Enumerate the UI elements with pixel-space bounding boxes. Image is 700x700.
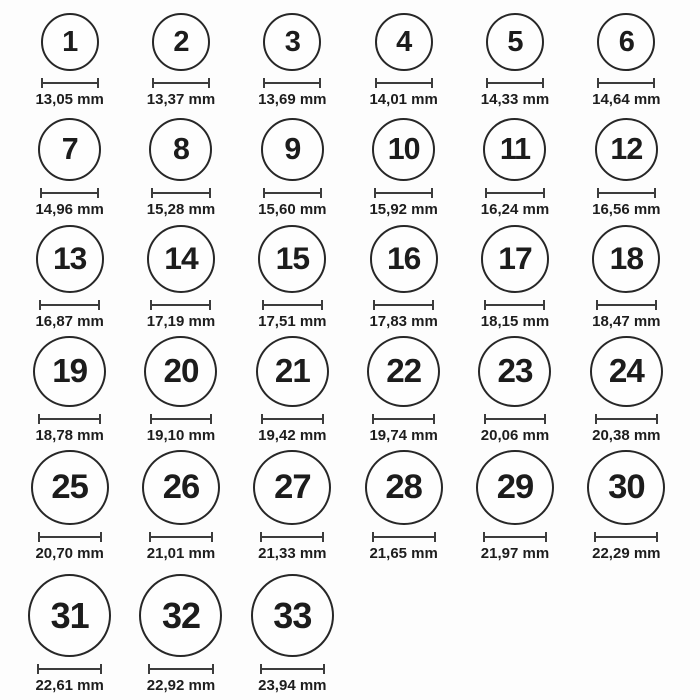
- ring-size-cell: [348, 4, 459, 114]
- ring-size-number: 20: [163, 353, 199, 391]
- ring-size-number: 27: [274, 468, 311, 507]
- diameter-measure-line: [372, 532, 436, 542]
- diameter-label: 21,33 mm: [258, 545, 327, 562]
- ring-size-cell: [348, 450, 459, 568]
- ring-size-number: 33: [273, 594, 312, 636]
- diameter-label: 18,47 mm: [592, 313, 661, 330]
- diameter-label: 14,01 mm: [369, 91, 438, 108]
- ring-circle: [365, 450, 443, 525]
- ring-circle: [253, 450, 331, 525]
- ring-size-number: 9: [284, 132, 301, 167]
- diameter-measure-line: [37, 664, 103, 674]
- ring-size-number: 4: [396, 25, 412, 58]
- ring-size-cell: [571, 224, 682, 336]
- diameter-label: 16,24 mm: [480, 201, 550, 218]
- ring-size-grid: [14, 4, 682, 700]
- ring-circle: [595, 118, 658, 181]
- ring-size-number: 3: [284, 25, 300, 58]
- ring-size-number: 8: [173, 132, 189, 167]
- ring-size-number: 18: [609, 240, 644, 277]
- ring-size-number: 30: [608, 468, 645, 507]
- ring-size-number: 15: [275, 240, 310, 277]
- ring-size-cell: [14, 450, 125, 568]
- diameter-measure-line: [374, 188, 434, 198]
- diameter-measure-line: [40, 188, 100, 198]
- diameter-label: 22,61 mm: [35, 677, 104, 694]
- ring-size-cell: [125, 224, 236, 336]
- ring-circle: [375, 13, 433, 71]
- diameter-measure-line: [38, 532, 102, 542]
- diameter-measure-line: [260, 664, 326, 674]
- diameter-label: 22,92 mm: [146, 677, 216, 694]
- diameter-measure-line: [594, 532, 658, 542]
- ring-size-cell: [125, 450, 236, 568]
- diameter-label: 21,65 mm: [369, 545, 438, 562]
- ring-circle: [486, 13, 544, 71]
- diameter-measure-line: [373, 300, 434, 310]
- ring-size-number: 32: [161, 594, 200, 636]
- diameter-label: 20,70 mm: [35, 545, 104, 562]
- ring-circle: [142, 450, 220, 525]
- ring-size-cell: [571, 450, 682, 568]
- ring-size-cell: [459, 450, 570, 568]
- ring-size-cell: [14, 224, 125, 336]
- ring-circle: [372, 118, 435, 181]
- diameter-label: 20,06 mm: [480, 427, 550, 444]
- diameter-measure-line: [263, 188, 323, 198]
- ring-size-cell: [237, 4, 348, 114]
- diameter-label: 18,78 mm: [35, 427, 104, 444]
- ring-size-number: 19: [52, 353, 88, 391]
- diameter-label: 19,42 mm: [258, 427, 327, 444]
- diameter-measure-line: [261, 414, 324, 424]
- ring-size-cell: [459, 224, 570, 336]
- diameter-label: 21,01 mm: [146, 545, 216, 562]
- ring-size-cell: [237, 114, 348, 224]
- diameter-label: 14,33 mm: [480, 91, 550, 108]
- diameter-measure-line: [597, 188, 657, 198]
- ring-size-number: 10: [387, 132, 420, 167]
- ring-size-cell: [125, 4, 236, 114]
- ring-circle: [33, 336, 106, 407]
- diameter-label: 16,56 mm: [592, 201, 661, 218]
- ring-size-number: 14: [164, 240, 198, 277]
- diameter-label: 19,10 mm: [146, 427, 216, 444]
- ring-size-number: 24: [608, 353, 644, 391]
- ring-size-cell: [125, 114, 236, 224]
- diameter-measure-line: [597, 78, 655, 88]
- ring-circle: [147, 225, 215, 293]
- diameter-label: 19,74 mm: [369, 427, 438, 444]
- ring-size-number: 21: [274, 353, 310, 391]
- ring-circle: [263, 13, 321, 71]
- ring-size-cell: [14, 114, 125, 224]
- ring-size-cell: [459, 336, 570, 450]
- diameter-measure-line: [263, 78, 321, 88]
- ring-size-number: 2: [173, 25, 189, 58]
- diameter-measure-line: [149, 532, 213, 542]
- diameter-label: 17,83 mm: [369, 313, 438, 330]
- ring-size-cell: [237, 450, 348, 568]
- ring-size-cell: [571, 114, 682, 224]
- diameter-label: 22,29 mm: [592, 545, 661, 562]
- diameter-label: 18,15 mm: [480, 313, 550, 330]
- ring-size-number: 6: [618, 25, 634, 58]
- ring-size-cell: [125, 568, 236, 700]
- ring-circle: [256, 336, 329, 407]
- diameter-label: 21,97 mm: [480, 545, 550, 562]
- ring-circle: [28, 574, 111, 657]
- diameter-measure-line: [38, 414, 101, 424]
- ring-circle: [592, 225, 660, 293]
- diameter-measure-line: [150, 414, 213, 424]
- diameter-measure-line: [483, 532, 547, 542]
- ring-size-number: 22: [386, 353, 422, 391]
- ring-circle: [483, 118, 546, 181]
- ring-size-number: 16: [386, 240, 421, 277]
- diameter-label: 15,92 mm: [369, 201, 438, 218]
- diameter-measure-line: [41, 78, 99, 88]
- diameter-measure-line: [151, 188, 211, 198]
- ring-size-cell: [459, 114, 570, 224]
- ring-circle: [478, 336, 551, 407]
- ring-circle: [370, 225, 438, 293]
- ring-size-cell: [14, 4, 125, 114]
- ring-size-cell: [14, 568, 125, 700]
- ring-size-number: 23: [497, 353, 533, 391]
- ring-size-number: 13: [52, 240, 87, 277]
- ring-circle: [31, 450, 109, 525]
- diameter-measure-line: [372, 414, 435, 424]
- ring-circle: [38, 118, 101, 181]
- ring-size-number: 17: [498, 240, 532, 277]
- diameter-label: 13,37 mm: [146, 91, 216, 108]
- ring-size-number: 7: [61, 132, 78, 167]
- ring-size-number: 26: [162, 468, 200, 507]
- ring-size-cell: [571, 4, 682, 114]
- ring-size-cell: [237, 224, 348, 336]
- ring-circle: [481, 225, 549, 293]
- ring-size-cell: [14, 336, 125, 450]
- diameter-measure-line: [484, 300, 545, 310]
- diameter-label: 14,64 mm: [592, 91, 661, 108]
- diameter-measure-line: [150, 300, 211, 310]
- ring-size-cell: [125, 336, 236, 450]
- diameter-measure-line: [484, 414, 547, 424]
- ring-size-number: 28: [385, 468, 422, 507]
- diameter-measure-line: [596, 300, 657, 310]
- ring-circle: [261, 118, 324, 181]
- diameter-measure-line: [485, 188, 545, 198]
- ring-size-number: 11: [499, 132, 531, 167]
- diameter-label: 13,05 mm: [35, 91, 104, 108]
- ring-circle: [139, 574, 222, 657]
- diameter-label: 23,94 mm: [258, 677, 327, 694]
- ring-circle: [144, 336, 217, 407]
- ring-size-cell: [237, 568, 348, 700]
- diameter-label: 15,60 mm: [258, 201, 327, 218]
- ring-circle: [149, 118, 212, 181]
- diameter-measure-line: [152, 78, 210, 88]
- ring-size-cell: [348, 336, 459, 450]
- ring-size-number: 1: [62, 25, 78, 58]
- ring-circle: [476, 450, 554, 525]
- ring-circle: [258, 225, 326, 293]
- ring-circle: [41, 13, 99, 71]
- diameter-measure-line: [595, 414, 658, 424]
- ring-circle: [597, 13, 655, 71]
- diameter-measure-line: [262, 300, 323, 310]
- diameter-measure-line: [375, 78, 433, 88]
- ring-circle: [36, 225, 104, 293]
- ring-size-number: 12: [610, 132, 643, 167]
- ring-size-number: 5: [507, 25, 523, 58]
- diameter-label: 17,19 mm: [146, 313, 216, 330]
- ring-size-cell: [237, 336, 348, 450]
- diameter-label: 17,51 mm: [258, 313, 327, 330]
- diameter-label: 20,38 mm: [592, 427, 661, 444]
- diameter-label: 16,87 mm: [35, 313, 104, 330]
- diameter-label: 15,28 mm: [146, 201, 216, 218]
- ring-size-cell: [348, 114, 459, 224]
- ring-size-number: 29: [496, 468, 534, 507]
- ring-circle: [251, 574, 334, 657]
- ring-size-cell: [571, 336, 682, 450]
- ring-circle: [590, 336, 663, 407]
- ring-circle: [587, 450, 665, 525]
- ring-size-number: 31: [50, 594, 89, 636]
- ring-size-cell: [459, 4, 570, 114]
- diameter-measure-line: [39, 300, 100, 310]
- diameter-measure-line: [260, 532, 324, 542]
- diameter-measure-line: [486, 78, 544, 88]
- ring-size-cell: [348, 224, 459, 336]
- diameter-label: 13,69 mm: [258, 91, 327, 108]
- ring-circle: [367, 336, 440, 407]
- diameter-label: 14,96 mm: [35, 201, 104, 218]
- ring-size-number: 25: [51, 468, 88, 507]
- diameter-measure-line: [148, 664, 214, 674]
- ring-circle: [152, 13, 210, 71]
